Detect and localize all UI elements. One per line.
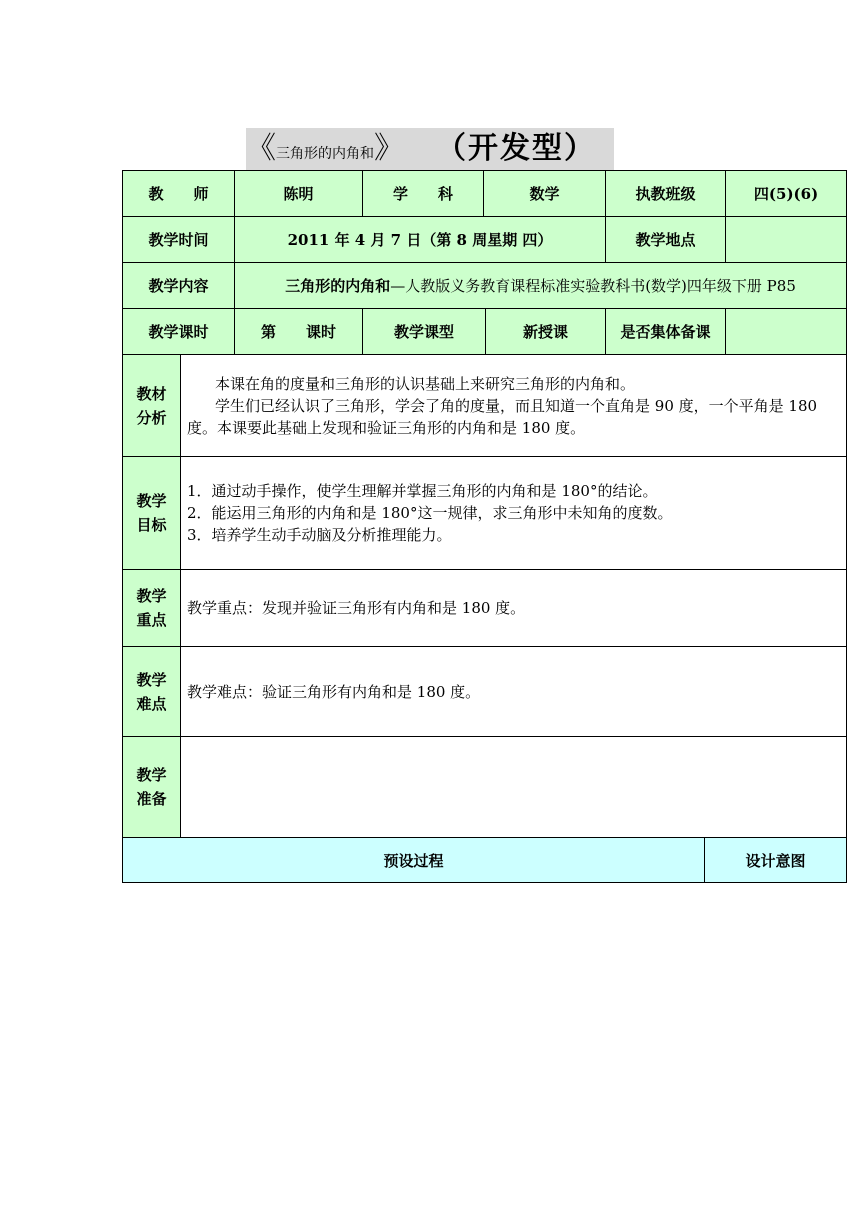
- key-point-text: 教学重点：发现并验证三角形有内角和是 180 度。: [181, 570, 847, 647]
- class-value: 四(5)(6): [726, 171, 847, 217]
- content-lesson-name: 三角形的内角和: [285, 277, 391, 295]
- row-teacher: [123, 171, 847, 217]
- content-textbook: —人教版义务教育课程标准实验教科书(数学)四年级下册 P85: [390, 277, 796, 295]
- title-open-bracket: 《: [246, 131, 276, 166]
- preparation-label: [123, 737, 181, 838]
- analysis-label: [123, 355, 181, 457]
- goal-item: 1．通过动手操作，使学生理解并掌握三角形的内角和是 180°的结论。: [187, 482, 658, 500]
- subject-label: 学 科: [363, 171, 484, 217]
- row-period: [123, 309, 847, 355]
- goals-label: [123, 457, 181, 570]
- goals-label-2: 目标: [136, 516, 167, 534]
- preparation-label-2: 准备: [136, 790, 167, 808]
- difficulty-label-2: 难点: [136, 694, 167, 713]
- goals-label-1: 教学: [136, 492, 167, 510]
- collective-value: [726, 309, 847, 355]
- intent-heading: 设计意图: [705, 838, 847, 883]
- row-preparation: [123, 737, 847, 838]
- teacher-label: 教 师: [123, 171, 235, 217]
- lesson-type-title: （开发型）: [436, 131, 596, 166]
- analysis-para-2: 学生们已经认识了三角形，学会了角的度量，而且知道一个直角是 90 度，一个平角是 180 度。本课要此基础上发现和验证三角形的内角和是 180 度。: [187, 396, 818, 437]
- key-point-label-2: 重点: [136, 611, 167, 629]
- content-label: 教学内容: [123, 263, 235, 309]
- analysis-para-1: 本课在角的度量和三角形的认识基础上来研究三角形的内角和。: [215, 374, 636, 393]
- key-point-label: [123, 570, 181, 647]
- lesson-plan-table: [122, 170, 847, 883]
- lesson-type-value: 新授课: [486, 309, 606, 355]
- row-difficulty: [123, 647, 847, 737]
- period-label: 教学课时: [123, 309, 235, 355]
- analysis-content: [181, 355, 847, 457]
- analysis-label-1: 教材: [136, 384, 167, 403]
- content-value: [235, 263, 847, 309]
- teacher-value: 陈明: [235, 171, 363, 217]
- subject-value: 数学: [484, 171, 606, 217]
- difficulty-label-1: 教学: [136, 670, 167, 689]
- class-label: 执教班级: [606, 171, 726, 217]
- row-content: [123, 263, 847, 309]
- row-goals: [123, 457, 847, 570]
- row-analysis: [123, 355, 847, 457]
- difficulty-label: [123, 647, 181, 737]
- collective-label: 是否集体备课: [606, 309, 726, 355]
- difficulty-text: 教学难点：验证三角形有内角和是 180 度。: [181, 647, 847, 737]
- time-value: 2011 年 4 月 7 日（第 8 周星期 四）: [235, 217, 606, 263]
- place-label: 教学地点: [606, 217, 726, 263]
- row-time: [123, 217, 847, 263]
- row-footer: [123, 838, 847, 883]
- document-title: [246, 128, 614, 170]
- row-key-point: [123, 570, 847, 647]
- preparation-text: [181, 737, 847, 838]
- lesson-type-label: 教学课型: [363, 309, 486, 355]
- lesson-title: 三角形的内角和: [276, 146, 374, 162]
- goals-content: [181, 457, 847, 570]
- time-label: 教学时间: [123, 217, 235, 263]
- preparation-label-1: 教学: [136, 766, 167, 784]
- analysis-label-2: 分析: [136, 408, 167, 427]
- place-value: [726, 217, 847, 263]
- goal-item: 3．培养学生动手动脑及分析推理能力。: [187, 526, 452, 544]
- period-value: 第 课时: [235, 309, 363, 355]
- process-heading: 预设过程: [123, 838, 705, 883]
- title-close-bracket: 》: [374, 131, 404, 166]
- goal-item: 2．能运用三角形的内角和是 180°这一规律，求三角形中未知角的度数。: [187, 504, 673, 522]
- key-point-label-1: 教学: [136, 587, 167, 605]
